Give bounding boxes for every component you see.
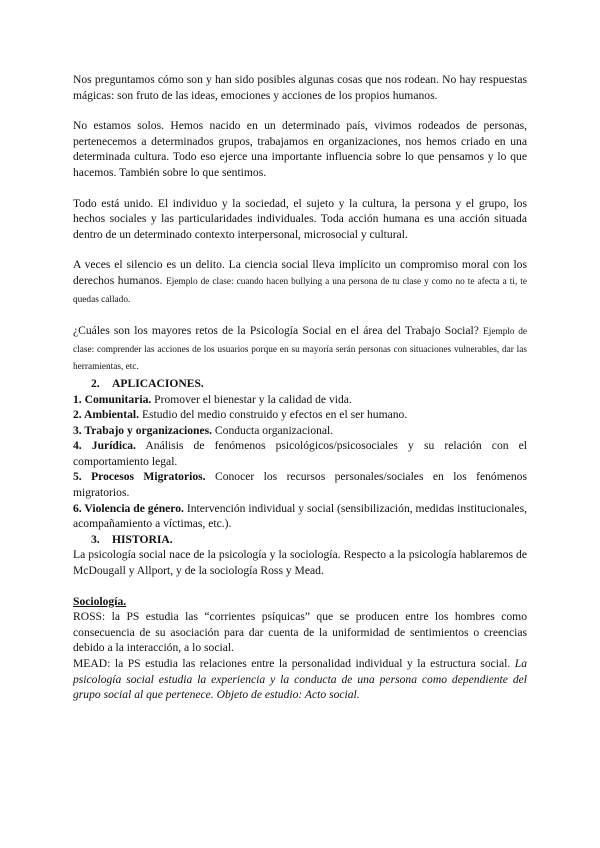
section-heading-aplicaciones [73, 376, 527, 392]
list-item-label: 4. Jurídica. [73, 439, 136, 453]
list-item-text: Estudio del medio construido y efectos en el ser humano. [141, 408, 408, 422]
list-item-text: Conducta organizacional. [214, 423, 334, 437]
list-item-text: Conocer los recursos personales/sociales en los fenómenos migratorios. [73, 470, 527, 500]
list-item-text: Análisis de fenómenos psicológicos/psicosociales y su relación con el comportamiento legal. [73, 439, 528, 468]
list-item [73, 501, 527, 532]
class-example-bullying: Ejemplo de clase: cuando hacen bullying a una persona de tu clase y como no te afecta a ti, te quedas callado. [73, 276, 527, 305]
list-item [73, 407, 527, 423]
list-item-label: 5. Procesos Migratorios. [73, 470, 206, 484]
document-page [73, 72, 527, 703]
paragraph-mead-italic: La psicología social estudia la experiencia y la conducta de una persona como dependiente del grupo social al que pertenece. Objeto de estudio: Acto social. [73, 657, 527, 702]
list-item [73, 438, 527, 469]
paragraph-retos [73, 323, 527, 376]
list-item-label: 2. Ambiental. [73, 408, 140, 422]
section-number: 2. [91, 376, 100, 390]
section-number: 3. [91, 532, 100, 546]
list-item [73, 423, 527, 439]
section-title: APLICACIONES. [112, 376, 204, 390]
paragraph-ross: ROSS: la PS estudia las “corrientes psíquicas” que se producen entre los hombres como consecuencia de su asociación para dar cuenta de la uniformidad de sentimientos o creencias debido a la interacción, a lo social. [73, 610, 527, 655]
aplicaciones-list [73, 392, 527, 532]
list-item [73, 469, 527, 500]
paragraph-retos-main: ¿Cuáles son los mayores retos de la Psicología Social en el área del Trabajo Social? [73, 324, 479, 338]
paragraph-no-estamos-solos: No estamos solos. Hemos nacido en un determinado país, vivimos rodeados de personas, pertenecemos a determinados grupos, trabajamos en organizaciones, nos hemos criado en una determinada cultura. Todo eso ejerce una importante influencia sobre lo que pensamos y lo que hacemos. También sobre lo que sentimos. [73, 119, 527, 179]
paragraph-silencio [73, 257, 527, 308]
paragraph-mead [73, 656, 527, 703]
list-item-label: 3. Trabajo y organizaciones. [73, 423, 213, 437]
paragraph-silencio-main: A veces el silencio es un delito. La ciencia social lleva implícito un compromiso moral con los derechos humanos. [73, 258, 527, 287]
paragraph-intro: Nos preguntamos cómo son y han sido posibles algunas cosas que nos rodean. No hay respuestas mágicas: son fruto de las ideas, emociones y acciones de los propios humanos. [73, 73, 527, 102]
subheading-sociologia [73, 594, 527, 610]
paragraph-mead-main: MEAD: la PS estudia las relaciones entre la personalidad individual y la estructura social. [73, 657, 511, 670]
class-example-retos: Ejemplo de clase: comprender las acciones de los usuarios porque en su mayoría serán personas con situaciones vulnerables, dar las herramientas, etc. [73, 327, 527, 373]
list-item-label: 6. Violencia de género. [73, 501, 184, 515]
list-item-label: 1. Comunitaria. [73, 392, 152, 406]
subheading-sociologia-text: Sociología. [73, 594, 127, 608]
section-title: HISTORIA. [112, 532, 173, 546]
paragraph-todo-esta-unido: Todo está unido. El individuo y la sociedad, el sujeto y la cultura, la persona y el grupo, los hechos sociales y las particularidades individuales. Toda acción humana es una acción situada dentro de un determinado contexto interpersonal, microsocial y cultural. [73, 196, 527, 241]
paragraph-historia-intro: La psicología social nace de la psicología y la sociología. Respecto a la psicología hablaremos de McDougall y Allport, y de la sociología Ross y Mead. [73, 548, 527, 578]
section-heading-historia [73, 532, 527, 548]
list-item-text: Intervención individual y social (sensibilización, medidas institucionales, acompañamiento a víctimas, etc.). [73, 501, 527, 531]
list-item [73, 392, 527, 408]
list-item-text: Promover el bienestar y la calidad de vida. [154, 392, 352, 406]
